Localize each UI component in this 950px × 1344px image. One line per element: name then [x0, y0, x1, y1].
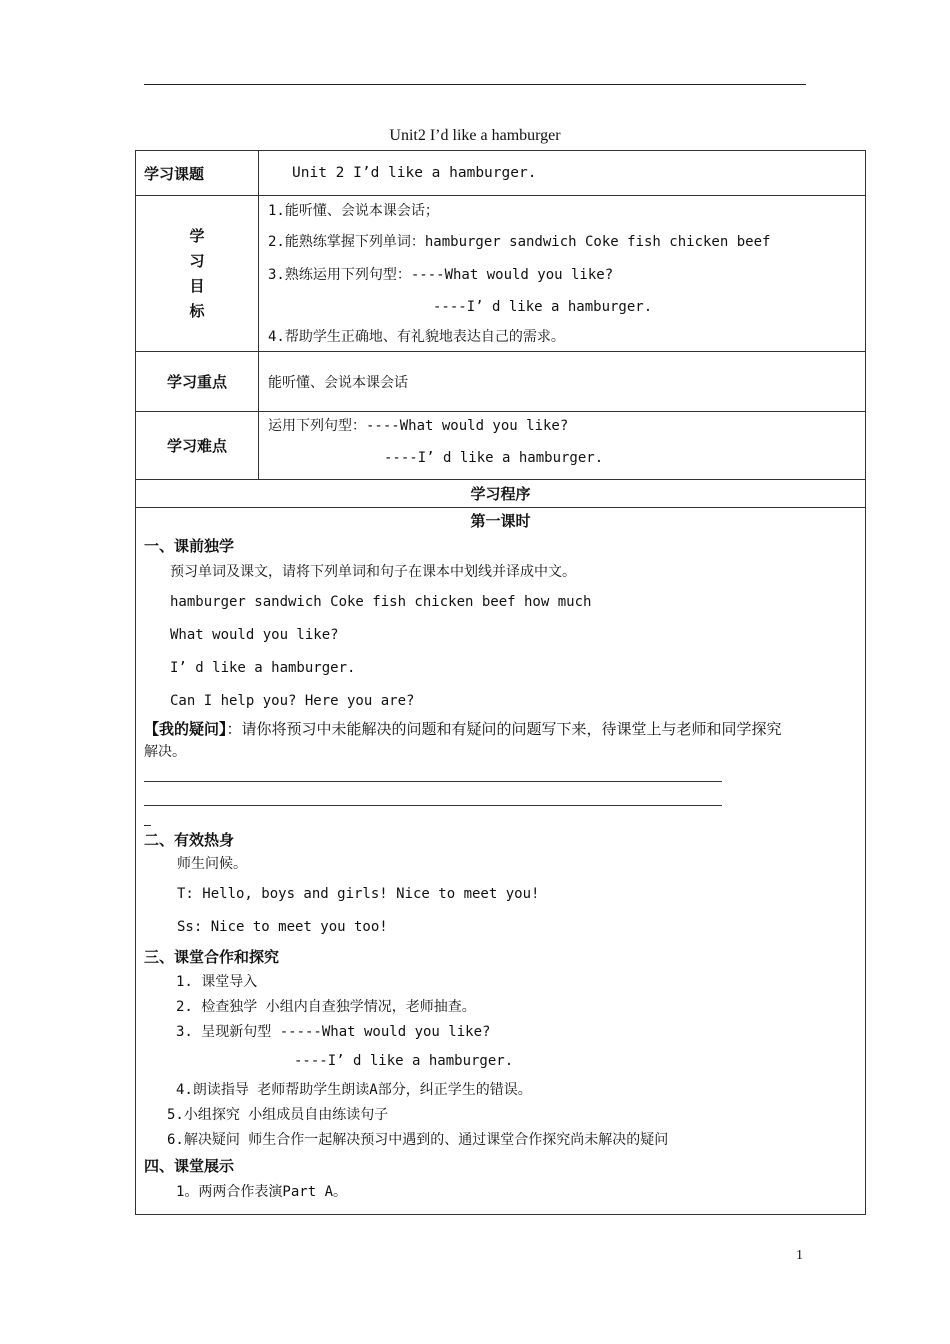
topic-row: [136, 151, 866, 196]
procedure-body-row: [136, 508, 866, 1215]
dialogue-line: Ss: Nice to meet you too!: [177, 919, 388, 935]
sentence-line: I’ d like a hamburger.: [170, 660, 356, 676]
topic-label: 学习课题: [136, 151, 259, 196]
goals-label-char: 习: [189, 251, 205, 270]
goals-row: [136, 196, 866, 352]
goals-label-char: 学: [189, 226, 205, 245]
goal-item: 2.能熟练掌握下列单词：hamburger sandwich Coke fish chicken beef: [268, 234, 771, 250]
answer-line[interactable]: [144, 763, 722, 782]
topic-value: Unit 2 I’d like a hamburger.: [259, 151, 866, 196]
step-item: 6.解决疑问 师生合作一起解决预习中遇到的、通过课堂合作探究尚未解决的疑问: [167, 1132, 669, 1148]
my-questions: [144, 718, 857, 741]
lesson-label: 第一课时: [470, 512, 531, 530]
step-item: 3. 呈现新句型 -----What would you like?: [176, 1024, 491, 1040]
difficulty-item: 运用下列句型：----What would you like?: [268, 418, 569, 434]
key-label: 学习重点: [136, 352, 259, 412]
vocab-line: hamburger sandwich Coke fish chicken beef how much: [170, 594, 592, 610]
goal-item: ----I’ d like a hamburger.: [433, 299, 653, 315]
lesson-plan-table: [135, 150, 866, 1215]
difficulty-content: [259, 412, 866, 480]
section-4-title: 四、课堂展示: [144, 1157, 235, 1175]
dialogue-line: T: Hello, boys and girls! Nice to meet you!: [177, 886, 540, 902]
my-questions-text-cont: 解决。: [144, 744, 186, 760]
section-3-title: 三、课堂合作和探究: [144, 948, 280, 966]
answer-line[interactable]: [144, 782, 722, 806]
goals-label-char: 标: [189, 301, 205, 320]
procedure-body: [136, 508, 866, 1215]
key-value: 能听懂、会说本课会话: [259, 352, 866, 412]
sentence-line: Can I help you? Here you are?: [170, 693, 415, 709]
section-1-intro: 预习单词及课文，请将下列单词和句子在课本中划线并译成中文。: [170, 564, 576, 580]
section-1-title: 一、课前独学: [144, 537, 235, 555]
my-questions-text: ：请你将预习中未能解决的问题和有疑问的问题写下来，待课堂上与老师和同学探究: [226, 720, 782, 738]
key-row: [136, 352, 866, 412]
header-rule: [144, 84, 806, 85]
my-questions-label: 【我的疑问】: [144, 720, 227, 738]
showcase-item: 1。两两合作表演Part A。: [176, 1184, 348, 1200]
greeting-line: 师生问候。: [177, 856, 247, 872]
goal-item: 3.熟练运用下列句型：----What would you like?: [268, 267, 614, 283]
goal-item: 1.能听懂、会说本课会话；: [268, 203, 439, 219]
document-title: Unit2 I’d like a hamburger: [389, 127, 561, 144]
difficulty-item: ----I’ d like a hamburger.: [384, 450, 604, 466]
procedure-label: 学习程序: [136, 480, 866, 508]
procedure-row: [136, 480, 866, 508]
step-item: 5.小组探究 小组成员自由练读句子: [167, 1107, 389, 1123]
sentence-line: What would you like?: [170, 627, 339, 643]
goals-content: [259, 196, 866, 352]
goals-label-char: 目: [189, 276, 205, 295]
section-2-title: 二、有效热身: [144, 831, 235, 849]
step-item: 1. 课堂导入: [176, 974, 258, 990]
goal-item: 4.帮助学生正确地、有礼貌地表达自己的需求。: [268, 329, 565, 345]
answer-line-short: [144, 806, 857, 828]
page-number: 1: [796, 1248, 803, 1263]
step-item: 4.朗读指导 老师帮助学生朗读A部分，纠正学生的错误。: [176, 1082, 532, 1098]
goals-label: [136, 196, 259, 352]
difficulty-label: 学习难点: [136, 412, 259, 480]
step-item: 2. 检查独学 小组内自查独学情况，老师抽查。: [176, 999, 476, 1015]
step-item: ----I’ d like a hamburger.: [294, 1053, 514, 1069]
difficulty-row: [136, 412, 866, 480]
